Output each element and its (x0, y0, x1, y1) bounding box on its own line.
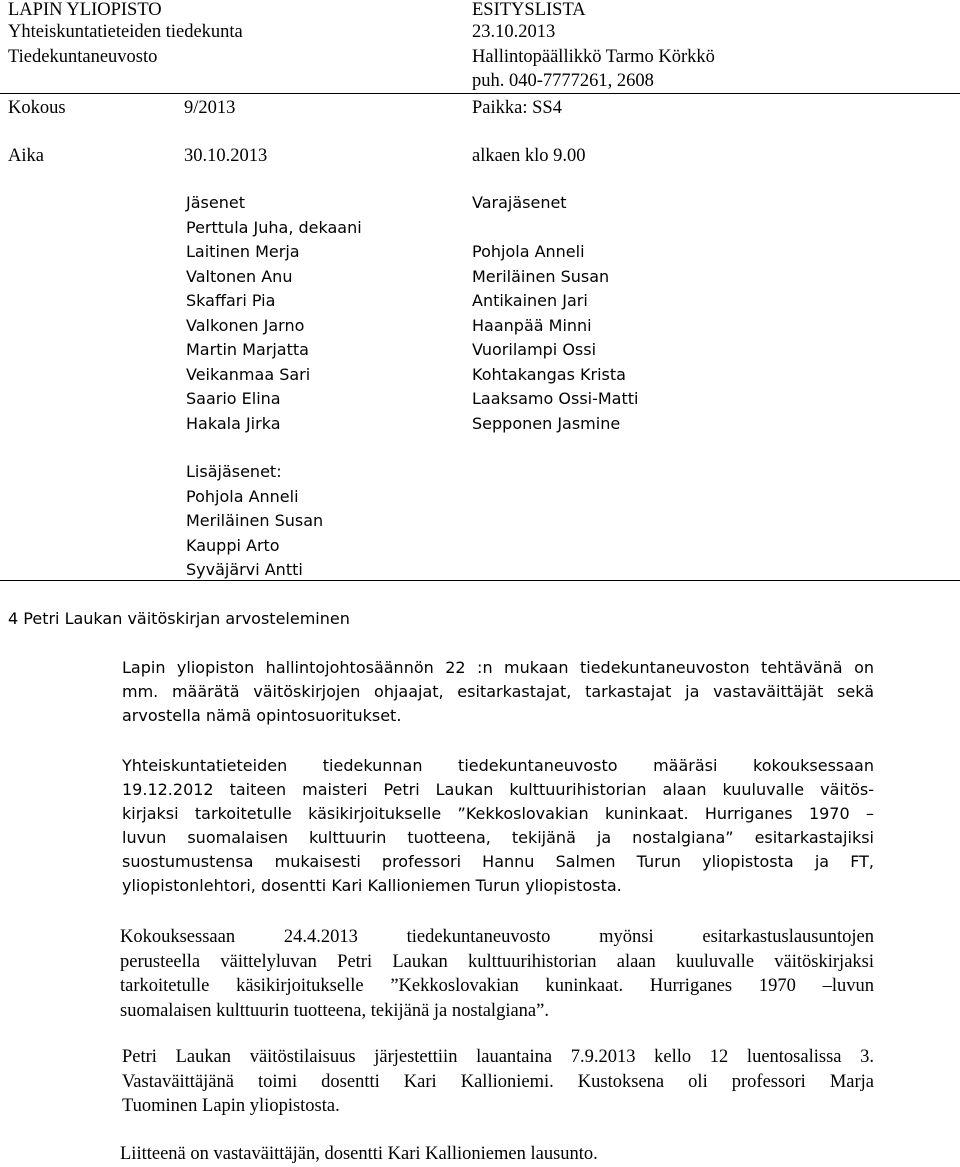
paragraph-line: Petri Laukan väitöstilaisuus järjestettiin lauantaina 7.9.2013 kello 12 luentosalissa 3. (122, 1047, 874, 1067)
member-item: Valtonen Anu (186, 266, 293, 286)
paragraph-line: Vastaväittäjänä toimi dosentti Kari Kallioniemi. Kustoksena oli professori Marja (122, 1071, 874, 1092)
member-item: Veikanmaa Sari (186, 364, 311, 384)
official-phone: puh. 040-7777261, 2608 (472, 71, 654, 91)
members-divider (0, 580, 960, 581)
paragraph-line: perusteella väittelyluvan Petri Laukan kulttuurihistorian alaan kuuluvalle väitöskirjaksi (120, 951, 874, 972)
paragraph-line: tarkoitetulle käsikirjoitukselle ”Kekkoslovakian kuninkaat. Hurriganes 1970 –luvun (120, 976, 874, 996)
meeting-place: Paikka: SS4 (472, 98, 562, 118)
paragraph-line: kirjaksi tarkoitetulle käsikirjoitukselle ”Kekkoslovakian kuninkaat. Hurriganes 1970 – (122, 804, 874, 823)
members-list (186, 191, 362, 436)
aika-label: Aika (8, 146, 44, 166)
university-name: LAPIN YLIOPISTO (8, 0, 162, 20)
paragraph-line: arvostella nämä opintosuoritukset. (122, 706, 402, 725)
members-heading: Jäsenet (186, 193, 245, 212)
document-type: ESITYSLISTA (472, 0, 586, 20)
paragraph-line: 19.12.2012 taiteen maisteri Petri Laukan kulttuurihistorian alaan kuuluvalle väitös- (122, 780, 874, 799)
deputy-item: Kohtakangas Krista (472, 364, 626, 384)
official-name: Hallintopäällikkö Tarmo Körkkö (472, 47, 715, 67)
kokous-label: Kokous (8, 98, 66, 118)
document-date: 23.10.2013 (472, 22, 556, 42)
paragraph-line: yliopistonlehtori, dosentti Kari Kallioniemen Turun yliopistosta. (122, 876, 622, 895)
member-item: Martin Marjatta (186, 340, 309, 359)
deputy-item: Sepponen Jasmine (472, 413, 621, 433)
paragraph-line: mm. määrätä väitöskirjojen ohjaajat, esitarkastajat, tarkastajat ja vastaväittäjät sekä (122, 682, 874, 701)
paragraph-5 (120, 1142, 874, 1167)
paragraph-line: Yhteiskuntatieteiden tiedekunnan tiedekuntaneuvosto määräsi kokouksessaan (122, 756, 874, 775)
deputy-item: Vuorilampi Ossi (472, 340, 597, 359)
faculty-name: Yhteiskuntatieteiden tiedekunta (8, 22, 243, 42)
additional-item: Meriläinen Susan (186, 511, 324, 530)
header-divider (0, 93, 960, 94)
deputy-item: Antikainen Jari (472, 291, 588, 310)
additional-heading: Lisäjäsenet: (186, 462, 282, 481)
paragraph-line: Lapin yliopiston hallintojohtosäännön 22 :n mukaan tiedekuntaneuvoston tehtävänä on (122, 658, 874, 677)
paragraph-3 (120, 925, 874, 1023)
paragraph-line: luvun suomalaisen kulttuurin tuotteena, tekijänä ja nostalgiana” esitarkastajiksi (122, 828, 874, 847)
deputy-item: Meriläinen Susan (472, 266, 610, 286)
deputy-item: Haanpää Minni (472, 315, 592, 335)
aika-value: 30.10.2013 (184, 146, 268, 166)
paragraph-2 (122, 754, 874, 898)
additional-item: Syväjärvi Antti (186, 560, 303, 579)
additional-item: Kauppi Arto (186, 535, 280, 555)
item-title: 4 Petri Laukan väitöskirjan arvosteleminen (8, 609, 350, 628)
meeting-start-time: alkaen klo 9.00 (472, 146, 586, 166)
council-name: Tiedekuntaneuvosto (8, 47, 158, 67)
member-item: Laitinen Merja (186, 242, 300, 261)
paragraph-line: Tuominen Lapin yliopistosta. (122, 1096, 340, 1116)
member-item: Skaffari Pia (186, 291, 276, 310)
member-item: Hakala Jirka (186, 413, 281, 433)
member-item: Valkonen Jarno (186, 315, 305, 335)
member-item: Saario Elina (186, 389, 281, 408)
paragraph-4 (122, 1045, 874, 1119)
paragraph-line: suostumustensa mukaisesti professori Hannu Salmen Turun yliopistosta ja FT, (122, 852, 874, 871)
deputy-item: Pohjola Anneli (472, 242, 585, 261)
paragraph-line: Liitteenä on vastaväittäjän, dosentti Kari Kallioniemen lausunto. (120, 1144, 598, 1164)
paragraph-1 (122, 656, 874, 728)
paragraph-line: Kokouksessaan 24.4.2013 tiedekuntaneuvosto myönsi esitarkastuslausuntojen (120, 927, 874, 947)
additional-members-list (186, 460, 323, 583)
deputies-list (472, 191, 638, 436)
deputy-item: Laaksamo Ossi-Matti (472, 389, 639, 408)
deputies-heading: Varajäsenet (472, 193, 567, 212)
paragraph-line: suomalaisen kulttuurin tuotteena, tekijänä ja nostalgiana”. (120, 1000, 549, 1021)
member-item: Perttula Juha, dekaani (186, 217, 362, 237)
additional-item: Pohjola Anneli (186, 486, 299, 506)
kokous-value: 9/2013 (184, 98, 236, 118)
